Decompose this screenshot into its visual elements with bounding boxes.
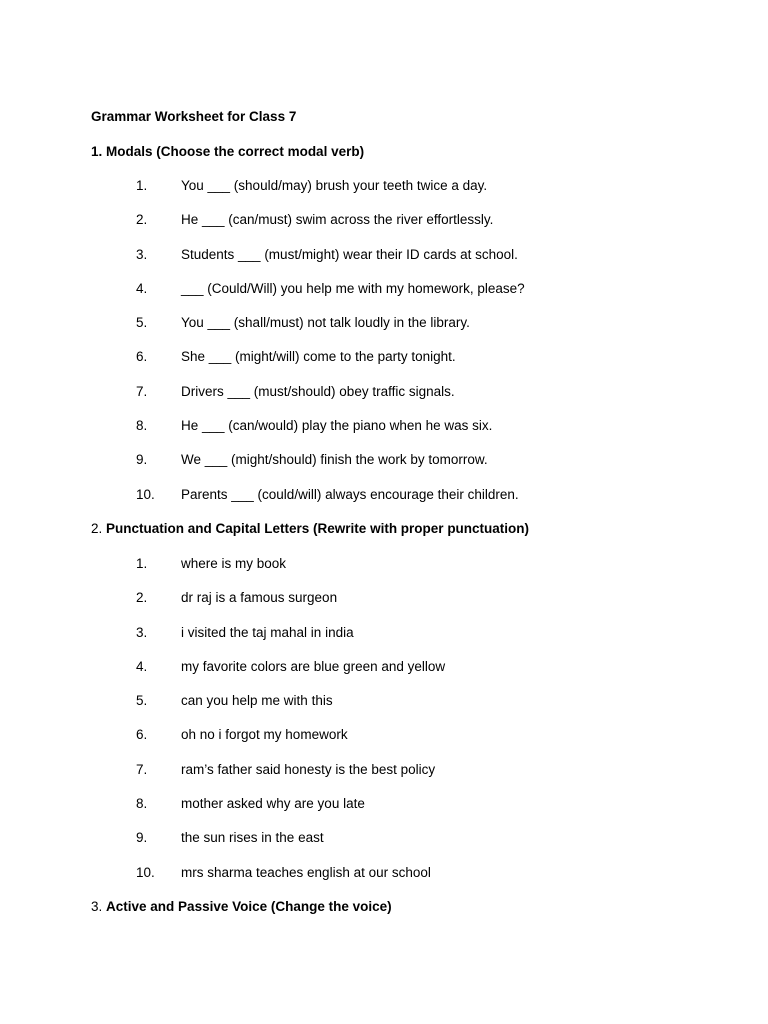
item-number: 7. (136, 761, 148, 777)
item-text: You ___ (should/may) brush your teeth twice a day. (181, 178, 488, 193)
item-text: Parents ___ (could/will) always encourage their children. (181, 486, 519, 502)
item-number: 1. (136, 556, 148, 571)
item-number: 9. (136, 830, 148, 846)
list-item (0, 451, 768, 485)
item-text: We ___ (might/should) finish the work by tomorrow. (181, 452, 488, 468)
item-text: You ___ (shall/must) not talk loudly in the library. (181, 315, 470, 331)
list-item (0, 246, 768, 280)
item-number: 9. (136, 452, 148, 468)
list-item (0, 589, 768, 623)
item-number: 2. (136, 590, 148, 606)
list-item (0, 864, 768, 898)
list-item (0, 624, 768, 658)
section-title: Modals (Choose the correct modal verb) (106, 144, 365, 159)
item-number: 5. (136, 693, 148, 709)
list-item (0, 555, 768, 589)
item-text: She ___ (might/will) come to the party tonight. (181, 349, 456, 365)
list-item (0, 829, 768, 863)
list-item (0, 658, 768, 692)
section-heading-modals (91, 143, 364, 160)
section-number: 3. (91, 899, 103, 914)
item-text: i visited the taj mahal in india (181, 624, 354, 640)
item-text: dr raj is a famous surgeon (181, 590, 338, 606)
item-number: 3. (136, 246, 148, 262)
page-title: Grammar Worksheet for Class 7 (91, 109, 297, 124)
item-number: 1. (136, 178, 148, 193)
section-title: Active and Passive Voice (Change the voice) (106, 899, 392, 914)
item-number: 10. (136, 486, 155, 502)
list-item (0, 761, 768, 795)
item-number: 7. (136, 383, 148, 399)
modals-question-list (0, 177, 768, 520)
item-text: He ___ (can/would) play the piano when he was six. (181, 418, 493, 434)
item-text: where is my book (181, 556, 287, 571)
item-number: 6. (136, 349, 148, 365)
item-number: 8. (136, 796, 148, 812)
item-number: 10. (136, 864, 155, 880)
item-number: 4. (136, 280, 148, 296)
list-item (0, 211, 768, 245)
item-number: 2. (136, 212, 148, 228)
list-item (0, 383, 768, 417)
item-text: He ___ (can/must) swim across the river effortlessly. (181, 212, 494, 228)
list-item (0, 417, 768, 451)
list-item (0, 726, 768, 760)
section-title: Punctuation and Capital Letters (Rewrite with proper punctuation) (106, 521, 530, 536)
list-item (0, 795, 768, 829)
item-number: 4. (136, 658, 148, 674)
list-item (0, 486, 768, 520)
list-item (0, 280, 768, 314)
item-text: ram’s father said honesty is the best policy (181, 761, 436, 777)
list-item (0, 692, 768, 726)
item-number: 6. (136, 727, 148, 743)
section-heading-punctuation (91, 520, 529, 537)
item-number: 8. (136, 418, 148, 434)
item-text: mother asked why are you late (181, 796, 365, 812)
item-number: 5. (136, 315, 148, 331)
list-item (0, 314, 768, 348)
section-number: 2. (91, 521, 103, 536)
item-text: Students ___ (must/might) wear their ID cards at school. (181, 246, 518, 262)
item-text: ___ (Could/Will) you help me with my homework, please? (181, 280, 525, 296)
item-text: Drivers ___ (must/should) obey traffic signals. (181, 383, 455, 399)
punctuation-question-list (0, 555, 768, 898)
list-item (0, 177, 768, 211)
item-text: can you help me with this (181, 693, 333, 709)
item-text: mrs sharma teaches english at our school (181, 864, 431, 880)
section-heading-voice (91, 898, 392, 915)
list-item (0, 348, 768, 382)
item-text: the sun rises in the east (181, 830, 324, 846)
section-number: 1. (91, 144, 103, 159)
item-text: my favorite colors are blue green and yellow (181, 658, 446, 674)
item-text: oh no i forgot my homework (181, 727, 348, 743)
item-number: 3. (136, 624, 148, 640)
